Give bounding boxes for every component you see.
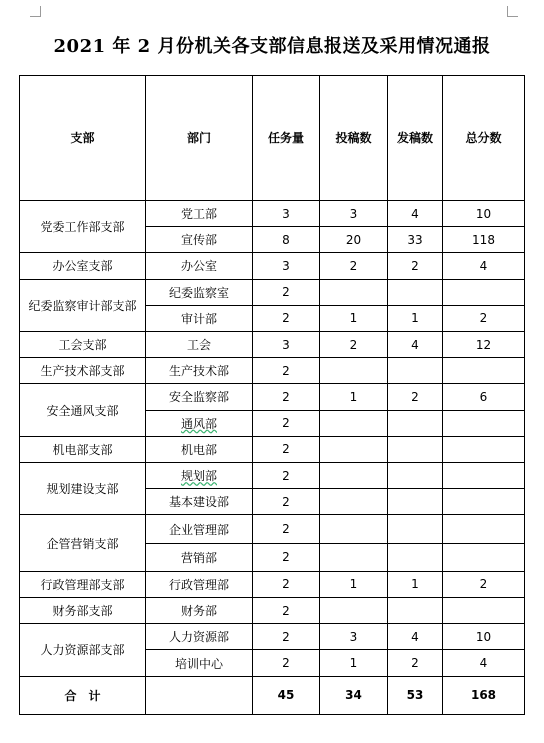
header-submitted: 投稿数 bbox=[320, 76, 388, 201]
quota-cell: 2 bbox=[253, 650, 320, 676]
branch-cell: 党委工作部支部 bbox=[20, 200, 146, 252]
submitted-cell bbox=[320, 543, 388, 571]
table-row bbox=[20, 384, 525, 410]
total-dept-empty bbox=[146, 676, 253, 714]
dept-cell: 财务部 bbox=[146, 598, 253, 624]
published-cell bbox=[388, 279, 443, 305]
branch-cell: 生产技术部支部 bbox=[20, 358, 146, 384]
quota-cell: 2 bbox=[253, 436, 320, 462]
score-cell bbox=[443, 410, 525, 436]
table-row bbox=[20, 358, 525, 384]
table-row bbox=[20, 598, 525, 624]
score-cell bbox=[443, 463, 525, 489]
header-dept: 部门 bbox=[146, 76, 253, 201]
score-cell bbox=[443, 436, 525, 462]
total-quota: 45 bbox=[253, 676, 320, 714]
published-cell bbox=[388, 436, 443, 462]
score-cell: 2 bbox=[443, 571, 525, 597]
branch-cell: 办公室支部 bbox=[20, 253, 146, 279]
quota-cell: 2 bbox=[253, 624, 320, 650]
score-cell bbox=[443, 598, 525, 624]
submitted-cell: 1 bbox=[320, 650, 388, 676]
score-cell: 4 bbox=[443, 650, 525, 676]
score-cell: 4 bbox=[443, 253, 525, 279]
submitted-cell bbox=[320, 279, 388, 305]
branch-cell: 财务部支部 bbox=[20, 598, 146, 624]
published-cell: 1 bbox=[388, 305, 443, 331]
published-cell bbox=[388, 543, 443, 571]
table-row bbox=[20, 436, 525, 462]
submitted-cell bbox=[320, 410, 388, 436]
submitted-cell: 2 bbox=[320, 253, 388, 279]
dept-cell: 机电部 bbox=[146, 436, 253, 462]
published-cell: 4 bbox=[388, 200, 443, 226]
score-cell bbox=[443, 543, 525, 571]
quota-cell: 2 bbox=[253, 598, 320, 624]
published-cell: 4 bbox=[388, 624, 443, 650]
published-cell bbox=[388, 358, 443, 384]
branch-cell: 规划建设支部 bbox=[20, 463, 146, 515]
branch-cell: 企管营销支部 bbox=[20, 515, 146, 571]
dept-cell: 培训中心 bbox=[146, 650, 253, 676]
header-published: 发稿数 bbox=[388, 76, 443, 201]
table-row bbox=[20, 624, 525, 650]
dept-cell: 审计部 bbox=[146, 305, 253, 331]
published-cell: 1 bbox=[388, 571, 443, 597]
quota-cell: 3 bbox=[253, 200, 320, 226]
table-row bbox=[20, 515, 525, 543]
dept-cell: 企业管理部 bbox=[146, 515, 253, 543]
total-submitted: 34 bbox=[320, 676, 388, 714]
dept-cell: 工会 bbox=[146, 331, 253, 357]
submitted-cell bbox=[320, 463, 388, 489]
score-cell bbox=[443, 515, 525, 543]
document-title: 2021 年 2 月份机关各支部信息报送及采用情况通报 bbox=[53, 36, 491, 57]
score-cell: 6 bbox=[443, 384, 525, 410]
score-cell: 2 bbox=[443, 305, 525, 331]
page-corner-mark-left bbox=[30, 6, 41, 17]
dept-cell: 宣传部 bbox=[146, 227, 253, 253]
submitted-cell: 2 bbox=[320, 331, 388, 357]
quota-cell: 8 bbox=[253, 227, 320, 253]
quota-cell: 2 bbox=[253, 543, 320, 571]
dept-cell bbox=[146, 410, 253, 436]
submitted-cell: 3 bbox=[320, 624, 388, 650]
total-label: 合 计 bbox=[20, 676, 146, 714]
table-row bbox=[20, 253, 525, 279]
published-cell: 2 bbox=[388, 384, 443, 410]
submitted-cell: 20 bbox=[320, 227, 388, 253]
dept-cell: 生产技术部 bbox=[146, 358, 253, 384]
published-cell bbox=[388, 463, 443, 489]
published-cell: 33 bbox=[388, 227, 443, 253]
dept-cell: 营销部 bbox=[146, 543, 253, 571]
submitted-cell bbox=[320, 515, 388, 543]
published-cell bbox=[388, 410, 443, 436]
published-cell bbox=[388, 489, 443, 515]
total-published: 53 bbox=[388, 676, 443, 714]
score-cell bbox=[443, 279, 525, 305]
score-cell: 10 bbox=[443, 200, 525, 226]
page-corner-mark-right bbox=[507, 6, 518, 17]
submitted-cell: 1 bbox=[320, 571, 388, 597]
dept-cell: 行政管理部 bbox=[146, 571, 253, 597]
header-row bbox=[20, 76, 525, 201]
submitted-cell: 1 bbox=[320, 305, 388, 331]
quota-cell: 2 bbox=[253, 410, 320, 436]
header-branch: 支部 bbox=[20, 76, 146, 201]
quota-cell: 3 bbox=[253, 331, 320, 357]
branch-cell: 工会支部 bbox=[20, 331, 146, 357]
published-cell: 2 bbox=[388, 253, 443, 279]
dept-label: 通风部 bbox=[180, 416, 217, 431]
score-cell: 12 bbox=[443, 331, 525, 357]
total-score: 168 bbox=[443, 676, 525, 714]
table-row bbox=[20, 279, 525, 305]
quota-cell: 2 bbox=[253, 358, 320, 384]
branch-cell: 机电部支部 bbox=[20, 436, 146, 462]
dept-label: 规划部 bbox=[180, 469, 217, 484]
submitted-cell bbox=[320, 358, 388, 384]
dept-cell: 人力资源部 bbox=[146, 624, 253, 650]
table-row bbox=[20, 571, 525, 597]
header-quota: 任务量 bbox=[253, 76, 320, 201]
submitted-cell: 1 bbox=[320, 384, 388, 410]
score-cell bbox=[443, 358, 525, 384]
score-cell bbox=[443, 489, 525, 515]
score-cell: 118 bbox=[443, 227, 525, 253]
dept-cell: 党工部 bbox=[146, 200, 253, 226]
table-row bbox=[20, 331, 525, 357]
dept-cell: 基本建设部 bbox=[146, 489, 253, 515]
quota-cell: 2 bbox=[253, 515, 320, 543]
table-row bbox=[20, 200, 525, 226]
dept-cell bbox=[146, 463, 253, 489]
published-cell: 4 bbox=[388, 331, 443, 357]
branch-cell: 人力资源部支部 bbox=[20, 624, 146, 676]
dept-cell: 纪委监察室 bbox=[146, 279, 253, 305]
quota-cell: 2 bbox=[253, 279, 320, 305]
quota-cell: 2 bbox=[253, 305, 320, 331]
quota-cell: 2 bbox=[253, 384, 320, 410]
submitted-cell bbox=[320, 436, 388, 462]
published-cell bbox=[388, 515, 443, 543]
table-row bbox=[20, 463, 525, 489]
quota-cell: 2 bbox=[253, 489, 320, 515]
published-cell: 2 bbox=[388, 650, 443, 676]
branch-cell: 纪委监察审计部支部 bbox=[20, 279, 146, 331]
header-score: 总分数 bbox=[443, 76, 525, 201]
branch-cell: 行政管理部支部 bbox=[20, 571, 146, 597]
published-cell bbox=[388, 598, 443, 624]
submitted-cell bbox=[320, 489, 388, 515]
quota-cell: 2 bbox=[253, 463, 320, 489]
score-cell: 10 bbox=[443, 624, 525, 650]
dept-cell: 办公室 bbox=[146, 253, 253, 279]
report-table bbox=[19, 75, 525, 715]
submitted-cell bbox=[320, 598, 388, 624]
quota-cell: 2 bbox=[253, 571, 320, 597]
dept-cell: 安全监察部 bbox=[146, 384, 253, 410]
branch-cell: 安全通风支部 bbox=[20, 384, 146, 436]
submitted-cell: 3 bbox=[320, 200, 388, 226]
total-row bbox=[20, 676, 525, 714]
quota-cell: 3 bbox=[253, 253, 320, 279]
